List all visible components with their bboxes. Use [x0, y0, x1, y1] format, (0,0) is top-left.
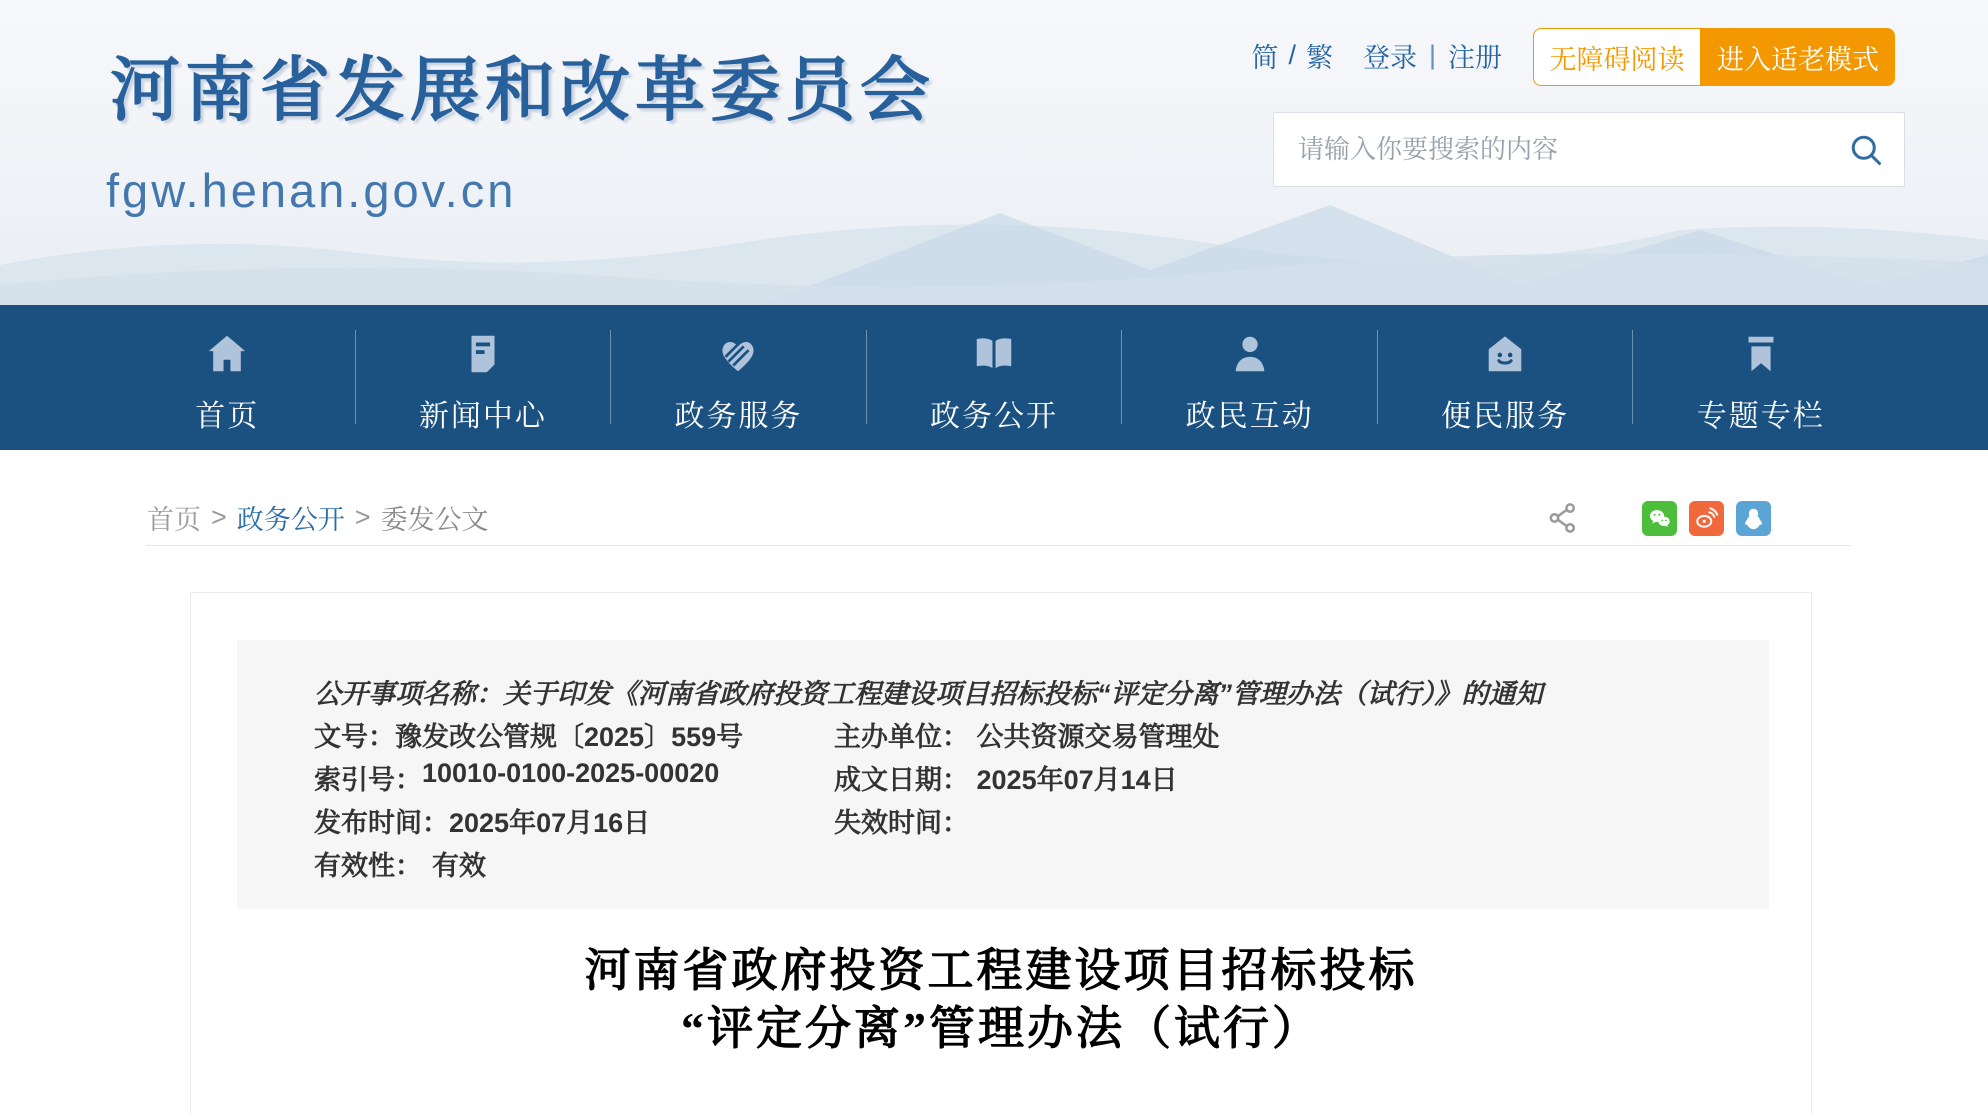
meta-index-value: 10010-0100-2025-00020	[422, 758, 720, 788]
meta-doc-number-value: 豫发改公管规〔2025〕559号	[395, 722, 744, 752]
meta-organizer-value: 公共资源交易管理处	[976, 722, 1220, 752]
lang-separator: /	[1288, 40, 1296, 70]
meta-validity-value: 有效	[432, 851, 486, 881]
elder-mode-button[interactable]: 进入适老模式	[1701, 28, 1895, 86]
lang-traditional-link[interactable]: 繁	[1305, 43, 1333, 73]
news-icon	[459, 330, 507, 378]
meta-written-date-label: 成文日期：	[834, 765, 969, 795]
meta-organizer	[834, 715, 1220, 754]
meta-publish-date-label: 发布时间：	[314, 808, 449, 838]
weibo-share-button[interactable]	[1689, 501, 1724, 536]
nav-item-convenience-services[interactable]	[1378, 305, 1633, 450]
register-link[interactable]: 注册	[1448, 43, 1502, 73]
meta-subject-value: 关于印发《河南省政府投资工程建设项目招标投标“评定分离”管理办法（试行）》的通知	[503, 679, 1543, 709]
meta-publish-date	[314, 801, 834, 840]
person-icon	[1226, 330, 1274, 378]
qq-share-button[interactable]	[1736, 501, 1771, 536]
nav-item-gov-disclosure[interactable]	[867, 305, 1122, 450]
breadcrumb-gov-disclosure[interactable]: 政务公开	[236, 505, 345, 535]
home-icon	[203, 330, 251, 378]
share-tools	[1546, 500, 1771, 536]
document-title-line1: 河南省政府投资工程建设项目招标投标	[584, 945, 1418, 996]
breadcrumb-home[interactable]: 首页	[147, 505, 201, 535]
meta-row-subject	[314, 670, 1729, 713]
main-nav-inner	[100, 305, 1888, 450]
nav-item-label: 专题专栏	[1696, 400, 1825, 433]
breadcrumb-current: 委发公文	[380, 505, 489, 535]
meta-publish-date-value: 2025年07月16日	[449, 808, 651, 838]
search-box	[1273, 112, 1905, 187]
share-icon	[1546, 501, 1580, 535]
meta-row-validity	[314, 842, 1729, 885]
nav-item-label: 政务服务	[674, 400, 803, 433]
wechat-icon	[1646, 505, 1673, 532]
wechat-share-button[interactable]	[1642, 501, 1677, 536]
accessibility-reading-button[interactable]: 无障碍阅读	[1533, 28, 1701, 86]
nav-item-special-topics[interactable]	[1633, 305, 1888, 450]
meta-index-label: 索引号：	[314, 765, 422, 795]
nav-item-label: 新闻中心	[418, 400, 547, 433]
meta-index	[314, 758, 834, 797]
site-header	[0, 0, 1988, 305]
meta-organizer-label: 主办单位：	[834, 722, 969, 752]
meta-row-index-writtendate	[314, 756, 1729, 799]
meta-doc-number-label: 文号：	[314, 722, 395, 752]
lang-simplified-link[interactable]: 简	[1251, 43, 1279, 73]
login-link[interactable]: 登录	[1362, 43, 1417, 73]
hands-heart-icon	[714, 330, 762, 378]
smiley-house-icon	[1481, 330, 1529, 378]
nav-item-news-center[interactable]	[356, 305, 611, 450]
meta-row-docnumber-organizer	[314, 713, 1729, 756]
top-links	[1251, 36, 1502, 75]
nav-item-home[interactable]	[100, 305, 355, 450]
meta-written-date	[834, 758, 1178, 797]
open-book-icon	[970, 330, 1018, 378]
document-card	[190, 592, 1812, 1115]
meta-row-publish-invalid	[314, 799, 1729, 842]
nav-item-label: 首页	[195, 400, 260, 433]
document-title	[191, 942, 1811, 1058]
meta-written-date-value: 2025年07月14日	[976, 765, 1178, 795]
search-button[interactable]	[1844, 128, 1888, 172]
search-input[interactable]	[1296, 133, 1844, 166]
search-icon	[1848, 132, 1884, 168]
share-button[interactable]	[1546, 500, 1582, 536]
site-domain: fgw.henan.gov.cn	[106, 164, 517, 217]
document-title-line2: “评定分离”管理办法（试行）	[681, 1003, 1321, 1054]
breadcrumb-separator: >	[354, 502, 371, 532]
weibo-icon	[1693, 505, 1720, 532]
meta-doc-number	[314, 715, 834, 754]
meta-validity-label: 有效性：	[314, 851, 422, 881]
nav-item-public-interaction[interactable]	[1122, 305, 1377, 450]
main-nav	[0, 305, 1988, 450]
breadcrumb-divider	[146, 545, 1851, 546]
nav-item-gov-services[interactable]	[611, 305, 866, 450]
breadcrumb-separator: >	[211, 502, 227, 532]
nav-item-label: 政务公开	[930, 400, 1059, 433]
login-register-separator: |	[1428, 40, 1436, 70]
meta-invalid-date	[834, 801, 969, 840]
access-buttons	[1533, 28, 1895, 86]
nav-item-label: 政民互动	[1185, 400, 1314, 433]
meta-invalid-date-label: 失效时间：	[834, 808, 969, 838]
document-meta-box	[237, 640, 1769, 909]
bookmark-icon	[1737, 330, 1785, 378]
qq-icon	[1740, 505, 1767, 532]
breadcrumb	[147, 498, 489, 537]
nav-item-label: 便民服务	[1441, 400, 1570, 433]
site-title: 河南省发展和改革委员会	[110, 51, 935, 129]
meta-subject-label: 公开事项名称：	[314, 679, 503, 709]
